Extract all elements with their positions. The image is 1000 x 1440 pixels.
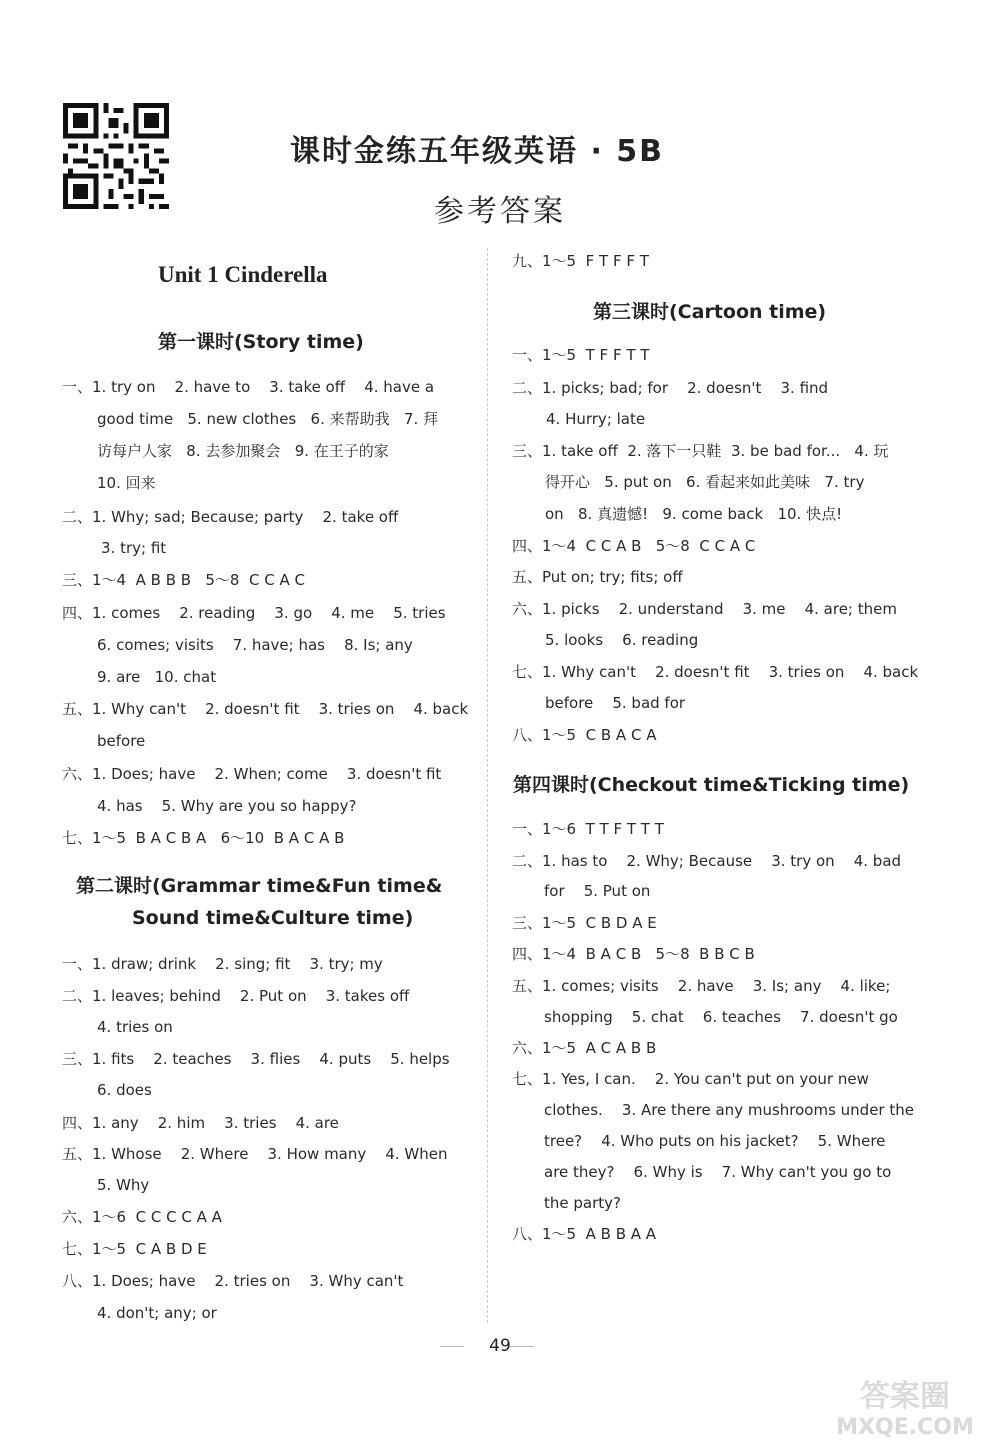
answer-line: good time 5. new clothes 6. 来帮助我 7. 拜	[97, 410, 439, 428]
answer-line: 六、1. Does; have 2. When; come 3. doesn't fit	[62, 765, 442, 783]
answer-line: 四、1～4 C C A B 5～8 C C A C	[512, 537, 756, 555]
answer-line: 七、1. Yes, I can. 2. You can't put on your new	[512, 1070, 869, 1088]
qr-code	[63, 103, 169, 209]
lesson-4-heading: 第四课时(Checkout time&Ticking time)	[513, 774, 910, 796]
answer-line: 四、1～4 B A C B 5～8 B B C B	[512, 945, 755, 963]
answer-line: 六、1. picks 2. understand 3. me 4. are; them	[512, 600, 897, 618]
answer-line: 6. comes; visits 7. have; has 8. Is; any	[97, 636, 413, 654]
answer-line: 6. does	[97, 1081, 152, 1099]
answer-line: the party?	[544, 1194, 621, 1212]
document-subtitle: 参考答案	[434, 194, 566, 229]
answer-line: 10. 回来	[97, 474, 156, 492]
answer-line: 二、1. leaves; behind 2. Put on 3. takes off	[62, 987, 410, 1005]
answer-line: 5. Why	[97, 1176, 150, 1194]
answer-line: 一、1～6 T T F T T T	[512, 820, 664, 838]
page-number-dash-left	[440, 1346, 464, 1347]
lesson-2-heading-cont: Sound time&Culture time)	[132, 907, 414, 929]
answer-line: 五、1. Whose 2. Where 3. How many 4. When	[62, 1145, 448, 1163]
answer-line: 四、1. comes 2. reading 3. go 4. me 5. tries	[62, 604, 446, 622]
watermark-en: MXQE.COM	[836, 1415, 974, 1440]
answer-line: 五、1. comes; visits 2. have 3. Is; any 4. like;	[512, 977, 891, 995]
answer-line: 3. try; fit	[101, 539, 167, 557]
answer-line: before 5. bad for	[545, 694, 686, 712]
answer-line: 三、1. fits 2. teaches 3. flies 4. puts 5. helps	[62, 1050, 450, 1068]
answer-line: 二、1. picks; bad; for 2. doesn't 3. find	[512, 379, 829, 397]
answer-line: 得开心 5. put on 6. 看起来如此美味 7. try	[545, 473, 865, 491]
answer-line: 三、1. take off 2. 落下一只鞋 3. be bad for... 4. 玩	[512, 442, 889, 460]
answer-line: before	[97, 732, 146, 750]
answer-line: 4. don't; any; or	[97, 1304, 217, 1322]
answer-line: 一、1. try on 2. have to 3. take off 4. have a	[62, 378, 435, 396]
answer-line: 四、1. any 2. him 3. tries 4. are	[62, 1114, 339, 1132]
answer-line: 七、1～5 B A C B A 6～10 B A C A B	[62, 829, 345, 847]
answer-line: 五、1. Why can't 2. doesn't fit 3. tries on 4. back	[62, 700, 469, 718]
lesson-3-heading: 第三课时(Cartoon time)	[593, 301, 827, 323]
answer-line: 六、1～6 C C C C A A	[62, 1208, 222, 1226]
lesson-2-heading: 第二课时(Grammar time&Fun time&	[76, 875, 443, 897]
column-divider	[487, 248, 488, 1323]
answer-line: 一、1. draw; drink 2. sing; fit 3. try; my	[62, 955, 383, 973]
answer-line: tree? 4. Who puts on his jacket? 5. Where	[544, 1132, 886, 1150]
answer-line: 八、1～5 A B B A A	[512, 1225, 657, 1243]
answer-line: 访每户人家 8. 去参加聚会 9. 在王子的家	[97, 442, 389, 460]
watermark-logo	[810, 1376, 1000, 1440]
answer-line: 六、1～5 A C A B B	[512, 1039, 657, 1057]
answer-line: 五、Put on; try; fits; off	[512, 568, 683, 586]
lesson-1-heading: 第一课时(Story time)	[158, 331, 364, 353]
answer-line: 二、1. Why; sad; Because; party 2. take off	[62, 508, 399, 526]
answer-line: 八、1. Does; have 2. tries on 3. Why can't	[62, 1272, 404, 1290]
answer-line: are they? 6. Why is 7. Why can't you go to	[544, 1163, 892, 1181]
answer-line: 三、1～5 C B D A E	[512, 914, 657, 932]
page-number-dash-right	[510, 1346, 534, 1347]
answer-line: 5. looks 6. reading	[545, 631, 699, 649]
answer-line: shopping 5. chat 6. teaches 7. doesn't go	[544, 1008, 898, 1026]
answer-line: 八、1～5 C B A C A	[512, 726, 657, 744]
answer-line: 4. tries on	[97, 1018, 173, 1036]
answer-line: 七、1. Why can't 2. doesn't fit 3. tries on 4. back	[512, 663, 919, 681]
answer-line: 一、1～5 T F F T T	[512, 346, 650, 364]
answer-line: 4. Hurry; late	[546, 410, 646, 428]
page-number: 49	[489, 1336, 511, 1356]
answer-line: 九、1～5 F T F F T	[512, 252, 649, 270]
answer-line: 二、1. has to 2. Why; Because 3. try on 4. bad	[512, 852, 902, 870]
answer-line: 9. are 10. chat	[97, 668, 217, 686]
answer-line: 4. has 5. Why are you so happy?	[97, 797, 357, 815]
watermark-cn: 答案圈	[860, 1379, 950, 1414]
document-title: 课时金练五年级英语 · 5B	[290, 134, 665, 169]
answer-line: for 5. Put on	[544, 882, 651, 900]
answer-line: 三、1～4 A B B B 5～8 C C A C	[62, 571, 305, 589]
unit-heading: Unit 1 Cinderella	[158, 262, 328, 287]
answer-line: clothes. 3. Are there any mushrooms under the	[544, 1101, 914, 1119]
answer-line: 七、1～5 C A B D E	[62, 1240, 207, 1258]
answer-line: on 8. 真遗憾! 9. come back 10. 快点!	[545, 505, 843, 523]
